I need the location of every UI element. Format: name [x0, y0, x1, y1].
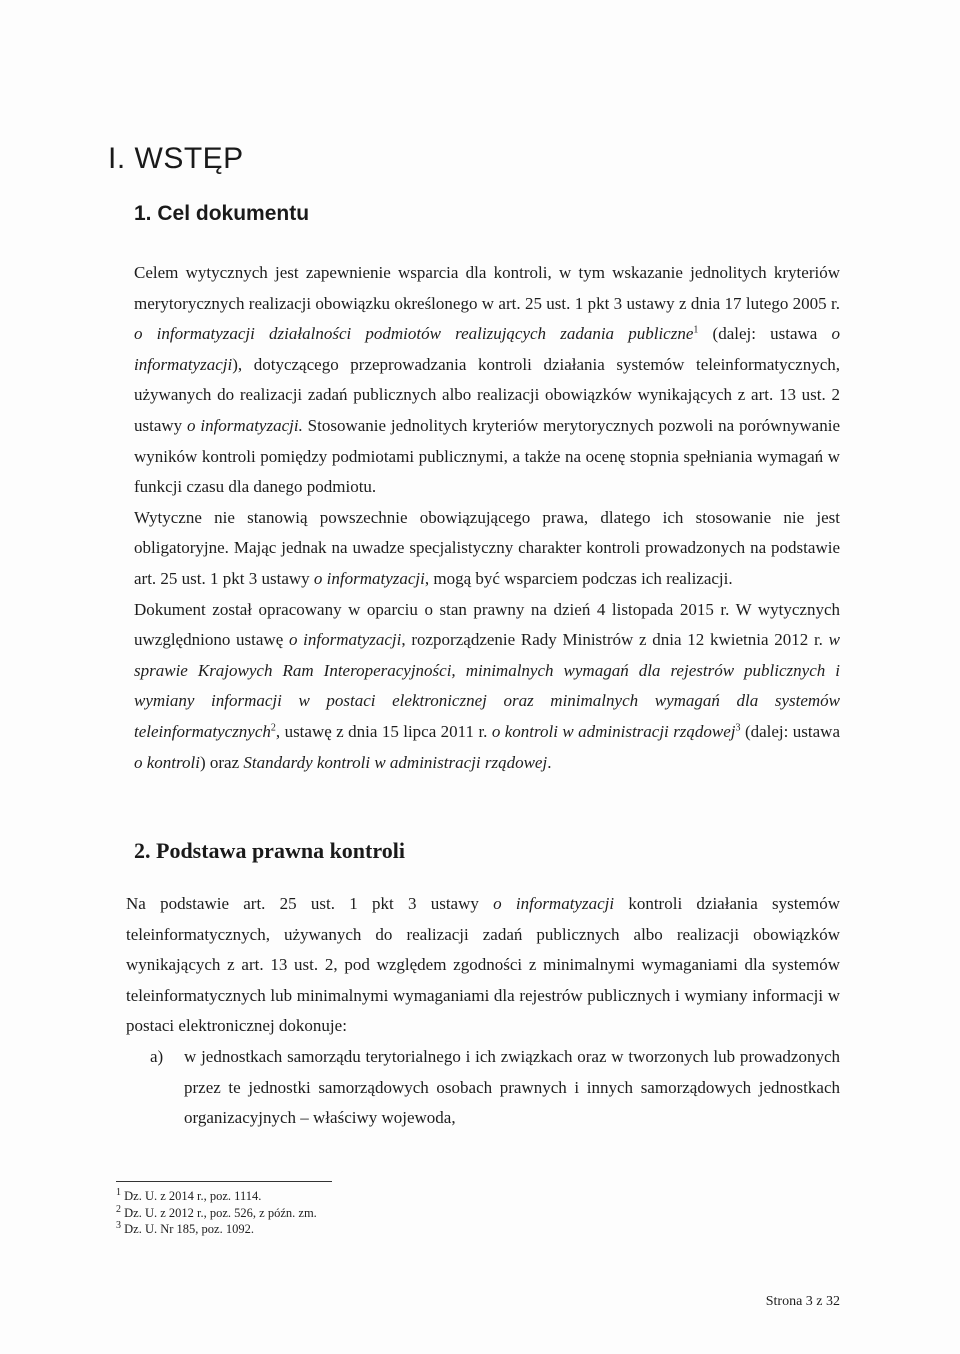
section-2-paragraph-1: Na podstawie art. 25 ust. 1 pkt 3 ustawy o informatyzacji kontroli działania systemów teleinformatycznych, używanych do realizacji zadań publicznych albo realizacji obowiązków wynikających z art. 13 ust. 2, pod względem zgodności z minimalnymi wymaganiami dla systemów teleinformatycznych lub minimalnymi wymaganiami dla rejestrów publicznych i wymiany informacji w postaci elektronicznej dokonuje:: [126, 894, 841, 1036]
page-number: Strona 3 z 32: [765, 1294, 840, 1309]
section-1-body: [134, 258, 840, 778]
list-marker-a: a): [150, 1047, 164, 1066]
chapter-heading: I. WSTĘP: [108, 142, 244, 175]
section-2-title: 2. Podstawa prawna kontroli: [134, 838, 405, 863]
list-item-a: [150, 1042, 840, 1134]
footnote-1: $^1$ Dz. U. z 2014 r., poz. 1114.: [116, 1186, 262, 1203]
footnotes: [116, 1188, 317, 1238]
footnote-3: $^3$ Dz. U. Nr 185, poz. 1092.: [116, 1219, 254, 1236]
list-item-a-text: w jednostkach samorządu terytorialnego i ich związkach oraz w tworzonych lub prowadzonych przez te jednostki samorządowych osobach prawnych i innych samorządowych jednostkach organizacyjnych – właściwy wojewoda,: [184, 1047, 840, 1128]
section-1-paragraph-3: Dokument został opracowany w oparciu o stan prawny na dzień 4 listopada 2015 r. W wytycznych uwzględniono ustawę o informatyzacji, rozporządzenie Rady Ministrów z dnia 12 kwietnia 2012 r. w sprawie Krajowych Ram Interoperacyjności, minimalnych wymagań dla rejestrów publicznych i wymiany informacji w postaci elektronicznej oraz minimalnych wymagań dla systemów teleinformatycznych$^2$, ustawę z dnia 15 lipca 2011 r. o kontroli w administracji rządowej$^3$ (dalej: ustawa o kontroli) oraz Standardy kontroli w administracji rządowej.: [134, 599, 840, 772]
section-1-paragraph-2: Wytyczne nie stanowią powszechnie obowiązującego prawa, dlatego ich stosowanie nie jest obligatoryjne. Mając jednak na uwadze specjalistyczny charakter kontroli prowadzonych na podstawie art. 25 ust. 1 pkt 3 ustawy o informatyzacji, mogą być wsparciem podczas ich realizacji.: [134, 507, 840, 588]
footnote-ref-1: 1: [693, 324, 699, 336]
section-1-paragraph-1: Celem wytycznych jest zapewnienie wsparcia dla kontroli, w tym wskazanie jednolitych kryteriów merytorycznych realizacji obowiązku określonego w art. 25 ust. 1 pkt 3 ustawy z dnia 17 lutego 2005 r. o informatyzacji działalności podmiotów realizujących zadania publiczne$^1$ (dalej: ustawa o informatyzacji), dotyczącego przeprowadzania kontroli działania systemów teleinformatycznych, używanych do realizacji zadań publicznych albo realizacji obowiązków wynikających z art. 13 ust. 2 ustawy o informatyzacji. Stosowanie jednolitych kryteriów merytorycznych pozwoli na porównywanie wyników kontroli pomiędzy podmiotami publicznymi, a także na ocenę stopnia spełniania wymagań w funkcji czasu dla danego podmiotu.: [134, 263, 840, 497]
footnote-divider: [116, 1181, 332, 1182]
footnote-ref-2: 2: [270, 722, 276, 734]
footnote-2: $^2$ Dz. U. z 2012 r., poz. 526, z późn. zm.: [116, 1203, 317, 1220]
footnote-ref-3: 3: [735, 722, 741, 734]
section-1-title: 1. Cel dokumentu: [134, 202, 310, 225]
